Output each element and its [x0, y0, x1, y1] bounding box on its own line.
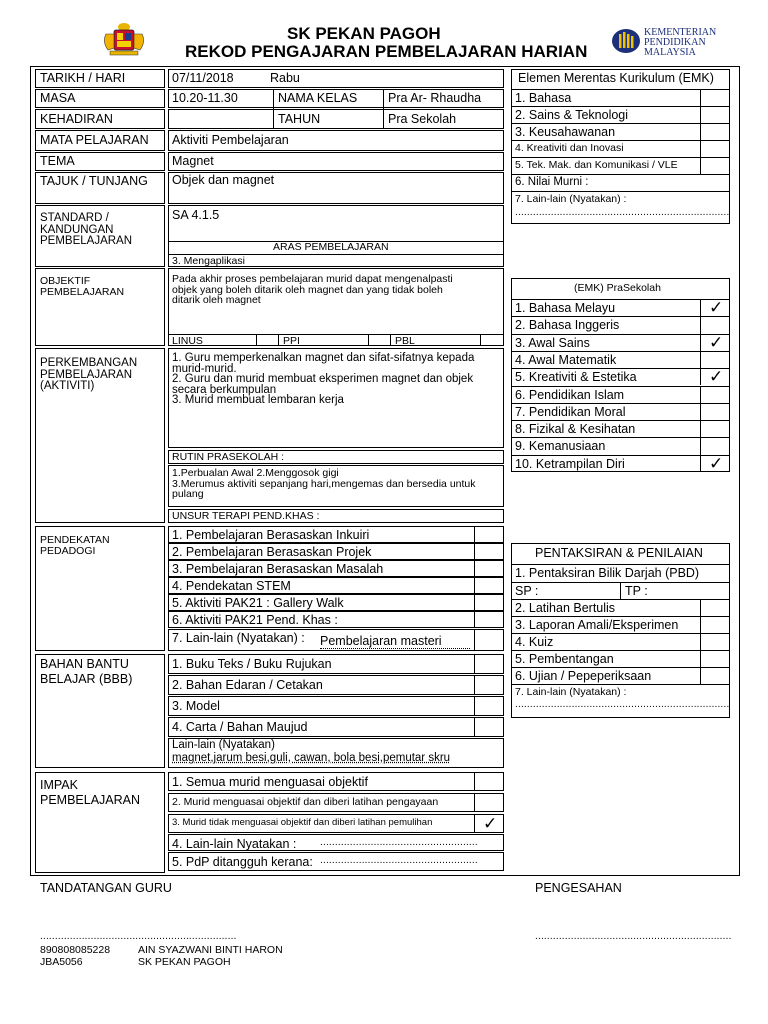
- dotted-fill-line: ........................................................................: [515, 699, 730, 710]
- tick-box-divider: [700, 140, 701, 157]
- ministry-line-1: KEMENTERIAN: [644, 27, 717, 38]
- label-bbb-2: BELAJAR (BBB): [40, 672, 133, 686]
- tick-box-divider: [700, 386, 701, 403]
- dotted-fill-line: ........................................................................: [515, 207, 730, 218]
- impak-item: 5. PdP ditangguh kerana:: [172, 855, 313, 869]
- unsur-label: UNSUR TERAPI PEND.KHAS :: [172, 510, 320, 522]
- ppi-label: PPI: [283, 335, 300, 347]
- dotted-fill-line: .....................................................: [320, 837, 478, 848]
- rutin-value: 1.Perbualan Awal 2.Menggosok gigi 3.Merumus aktiviti sepanjang hari,mengemas dan bersedia untuk pulang: [172, 467, 476, 500]
- tick-box-divider: [474, 772, 475, 791]
- tahun-value: Pra Sekolah: [388, 112, 457, 126]
- tahun-label: TAHUN: [278, 112, 321, 126]
- footer-nama: AIN SYAZWANI BINTI HARON: [138, 944, 283, 956]
- divider: [511, 316, 730, 317]
- nama-kelas-label: NAMA KELAS: [278, 91, 358, 105]
- footer-ic: 890808085228: [40, 944, 111, 956]
- tick-box-divider: [700, 650, 701, 667]
- emk-item: 6. Nilai Murni :: [515, 176, 589, 188]
- dotted-fill-line: .....................................................: [320, 855, 478, 866]
- bbb-lain-label: Lain-lain (Nyatakan): [172, 739, 275, 751]
- emk-pra-item: 8. Fizikal & Kesihatan: [515, 422, 636, 437]
- bbb-item: 4. Carta / Bahan Maujud: [172, 720, 308, 734]
- impak-item: 1. Semua murid menguasai objektif: [172, 775, 368, 789]
- label-kehadiran: KEHADIRAN: [40, 112, 113, 126]
- divider: [511, 191, 730, 192]
- divider: [511, 106, 730, 107]
- divider: [511, 157, 730, 158]
- tandatangan-label: TANDATANGAN GURU: [40, 881, 172, 895]
- tick-box-divider: [474, 543, 475, 560]
- check-icon: ✓: [483, 814, 498, 833]
- tick-box-divider: [700, 299, 701, 316]
- divider: [511, 667, 730, 668]
- label-tarikh: TARIKH / HARI: [40, 71, 126, 85]
- check-icon: ✓: [709, 453, 724, 473]
- masa-value: 10.20-11.30: [172, 91, 238, 105]
- emk-pra-item: 5. Kreativiti & Estetika: [515, 370, 637, 385]
- linus-label: LINUS: [172, 335, 203, 347]
- divider: [511, 616, 730, 617]
- tick-box-divider: [474, 717, 475, 737]
- tarikh-value: 07/11/2018: [172, 71, 234, 85]
- pengesahan-label: PENGESAHAN: [535, 881, 622, 895]
- divider: [511, 455, 730, 456]
- label-impak-2: PEMBELAJARAN: [40, 793, 141, 807]
- bbb-item: 2. Bahan Edaran / Cetakan: [172, 678, 323, 692]
- label-objektif: OBJEKTIF PEMBELAJARAN: [40, 275, 125, 298]
- tick-box-divider: [474, 629, 475, 651]
- pentaksiran-item: 6. Ujian / Pepeperiksaan: [515, 669, 652, 683]
- label-pendekatan: PENDEKATAN PEDADOGI: [40, 534, 110, 557]
- emk-item: 2. Sains & Teknologi: [515, 108, 629, 122]
- aras-label: ARAS PEMBELAJARAN: [273, 241, 389, 253]
- bbb-item: 3. Model: [172, 699, 220, 713]
- divider: [390, 334, 391, 346]
- standard-value: SA 4.1.5: [172, 208, 220, 222]
- divider: [511, 650, 730, 651]
- pentaksiran-title: PENTAKSIRAN & PENILAIAN: [535, 546, 703, 560]
- impak-item: 2. Murid menguasai objektif dan diberi latihan pengayaan: [172, 796, 439, 808]
- divider: [278, 334, 279, 346]
- divider: [511, 437, 730, 438]
- label-tajuk: TAJUK / TUNJANG: [40, 174, 148, 188]
- divider: [480, 334, 481, 346]
- tick-box-divider: [474, 793, 475, 812]
- sp-label: SP :: [515, 584, 539, 598]
- label-bbb-1: BAHAN BANTU: [40, 657, 129, 671]
- check-icon: ✓: [709, 367, 724, 387]
- divider: [368, 334, 369, 346]
- label-tema: TEMA: [40, 154, 75, 168]
- hari-value: Rabu: [270, 71, 300, 85]
- footer-sekolah: SK PEKAN PAGOH: [138, 956, 231, 968]
- school-name: SK PEKAN PAGOH: [287, 24, 441, 43]
- pentaksiran-lain: 7. Lain-lain (Nyatakan) :: [515, 686, 627, 698]
- tema-value-cell: [168, 152, 504, 171]
- signature-line-guru: ..................................................................: [40, 931, 237, 942]
- pentaksiran-item: 2. Latihan Bertulis: [515, 601, 616, 615]
- impak-item: 3. Murid tidak menguasai objektif dan diberi latihan pemulihan: [172, 817, 433, 828]
- impak-item: 4. Lain-lain Nyatakan :: [172, 837, 297, 851]
- tick-box-divider: [700, 368, 701, 385]
- pentaksiran-item: 3. Laporan Amali/Eksperimen: [515, 618, 679, 632]
- tick-box-divider: [474, 654, 475, 674]
- tp-label: TP :: [625, 584, 648, 598]
- emk-item: 7. Lain-lain (Nyatakan) :: [515, 193, 627, 205]
- tick-box-divider: [474, 577, 475, 594]
- emk-item: 4. Kreativiti dan Inovasi: [515, 142, 624, 154]
- pbd-item: 1. Pentaksiran Bilik Darjah (PBD): [515, 566, 700, 580]
- tick-box-divider: [700, 455, 701, 472]
- label-impak-1: IMPAK: [40, 778, 78, 792]
- tick-box-divider: [700, 403, 701, 420]
- emk-title: Elemen Merentas Kurikulum (EMK): [518, 71, 714, 85]
- objektif-value: Pada akhir proses pembelajaran murid dapat mengenalpasti objek yang boleh ditarik oleh magnet dan yang tidak boleh ditarik oleh magnet: [172, 273, 453, 306]
- emk-item: 1. Bahasa: [515, 91, 572, 105]
- aktiviti-value: 1. Guru memperkenalkan magnet dan sifat-sifatnya kepada murid-murid. 2. Guru dan murid membuat eksperimen magnet dan objek secara berkumpulan 3. Murid membuat lembaran kerja: [172, 352, 475, 407]
- tick-box-divider: [700, 89, 701, 106]
- tick-box-divider: [700, 616, 701, 633]
- divider: [511, 403, 730, 404]
- emk-pra-item: 10. Ketrampilan Diri: [515, 456, 625, 471]
- tick-box-divider: [700, 599, 701, 616]
- emk-pra-item: 6. Pendidikan Islam: [515, 387, 625, 402]
- ministry-line-3: MALAYSIA: [644, 47, 696, 58]
- kpm-logo: [611, 28, 641, 54]
- label-mata-pelajaran: MATA PELAJARAN: [40, 133, 149, 147]
- bbb-lain-value: magnet,jarum besi,guli, cawan, bola besi,pemutar skru: [172, 752, 451, 764]
- pendekatan-item: 7. Lain-lain (Nyatakan) :: [172, 631, 305, 645]
- tick-box-divider: [474, 696, 475, 716]
- tajuk-value: Objek dan magnet: [172, 173, 275, 187]
- divider: [511, 368, 730, 369]
- emk-item: 3. Keusahawanan: [515, 125, 616, 139]
- jata-negara-logo: [100, 22, 148, 58]
- label-masa: MASA: [40, 91, 76, 105]
- emk-item: 5. Tek. Mak. dan Komunikasi / VLE: [515, 159, 678, 171]
- emk-pra-item: 3. Awal Sains: [515, 335, 590, 350]
- mata-value: Aktiviti Pembelajaran: [172, 133, 289, 147]
- check-icon: ✓: [709, 332, 724, 352]
- divider: [511, 633, 730, 634]
- rutin-label: RUTIN PRASEKOLAH :: [172, 451, 285, 463]
- pendekatan-item: 6. Aktiviti PAK21 Pend. Khas :: [172, 613, 338, 627]
- divider: [511, 299, 730, 300]
- divider: [511, 89, 730, 90]
- tick-box-divider: [474, 611, 475, 628]
- tick-box-divider: [700, 351, 701, 368]
- pbl-label: PBL: [395, 335, 415, 347]
- tick-box-divider: [700, 123, 701, 140]
- tick-box-divider: [474, 560, 475, 577]
- label-perkembangan: PERKEMBANGAN PEMBELAJARAN (AKTIVITI): [40, 357, 138, 392]
- tick-box-divider: [474, 675, 475, 695]
- divider: [620, 582, 621, 599]
- divider: [511, 684, 730, 685]
- nama-kelas-value: Pra Ar- Rhaudha: [388, 91, 482, 105]
- tick-box-divider: [700, 157, 701, 174]
- tick-box-divider: [474, 526, 475, 543]
- divider: [511, 174, 730, 175]
- divider: [511, 140, 730, 141]
- divider: [511, 386, 730, 387]
- emk-pra-item: 9. Kemanusiaan: [515, 439, 606, 454]
- ministry-line-2: PENDIDIKAN: [644, 37, 706, 48]
- page-title: REKOD PENGAJARAN PEMBELAJARAN HARIAN: [185, 42, 588, 61]
- pendekatan-item: 3. Pembelajaran Berasaskan Masalah: [172, 562, 384, 576]
- tick-box-divider: [700, 316, 701, 333]
- pendekatan-item: 2. Pembelajaran Berasaskan Projek: [172, 545, 372, 559]
- divider: [511, 599, 730, 600]
- footer-kod: JBA5056: [40, 956, 83, 968]
- emk-pra-item: 1. Bahasa Melayu: [515, 301, 616, 315]
- divider: [511, 351, 730, 352]
- tick-box-divider: [474, 814, 475, 833]
- tema-value: Magnet: [172, 154, 214, 168]
- pendekatan-item: 5. Aktiviti PAK21 : Gallery Walk: [172, 596, 344, 610]
- label-standard: STANDARD / KANDUNGAN PEMBELAJARAN: [40, 212, 133, 247]
- divider: [168, 334, 504, 335]
- divider: [256, 334, 257, 346]
- tick-box-divider: [700, 334, 701, 351]
- pentaksiran-item: 4. Kuiz: [515, 635, 554, 649]
- divider: [511, 564, 730, 565]
- tick-box-divider: [700, 420, 701, 437]
- emk-pra-item: 4. Awal Matematik: [515, 352, 617, 367]
- pendekatan-lain-value: Pembelajaran masteri: [320, 635, 470, 649]
- emk-pra-title: (EMK) PraSekolah: [574, 282, 661, 294]
- emk-pra-item: 7. Pendidikan Moral: [515, 404, 626, 419]
- signature-line-pengesahan: ..................................................................: [535, 931, 732, 942]
- pendekatan-item: 4. Pendekatan STEM: [172, 579, 291, 593]
- bbb-item: 1. Buku Teks / Buku Rujukan: [172, 657, 332, 671]
- aras-value: 3. Mengaplikasi: [172, 255, 245, 267]
- pendekatan-item: 1. Pembelajaran Berasaskan Inkuiri: [172, 528, 370, 542]
- check-icon: ✓: [709, 298, 724, 317]
- tick-box-divider: [474, 594, 475, 611]
- tick-box-divider: [700, 106, 701, 123]
- divider: [511, 420, 730, 421]
- tick-box-divider: [700, 633, 701, 650]
- tick-box-divider: [700, 667, 701, 684]
- pentaksiran-item: 5. Pembentangan: [515, 652, 614, 666]
- divider: [511, 123, 730, 124]
- emk-pra-item: 2. Bahasa Inggeris: [515, 318, 620, 333]
- tick-box-divider: [700, 437, 701, 454]
- divider: [511, 334, 730, 335]
